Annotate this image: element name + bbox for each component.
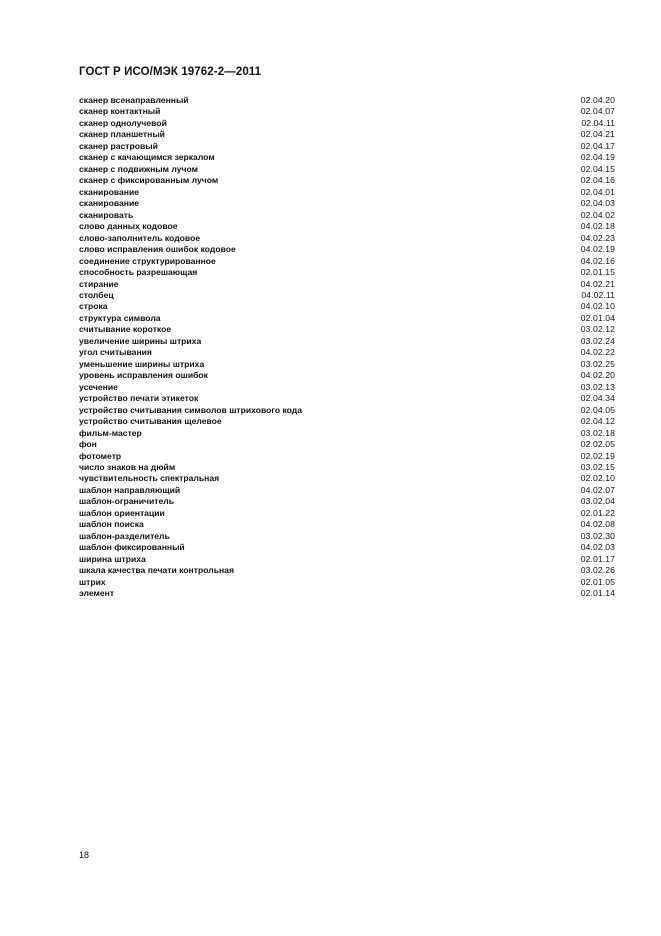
index-code: 02.02.10 (580, 473, 615, 484)
index-code: 02.04.16 (580, 175, 615, 186)
index-code: 04.02.07 (580, 484, 615, 495)
index-term: шаблон фиксированный (79, 542, 185, 553)
index-term: столбец (79, 289, 114, 300)
index-entry (79, 473, 615, 484)
index-entry (79, 393, 615, 404)
index-entry (79, 233, 615, 244)
index-term: шаблон-ограничитель (79, 496, 175, 507)
index-term: ширина штриха (79, 553, 146, 564)
index-code: 03.02.26 (580, 565, 615, 576)
index-entry (79, 221, 615, 232)
index-entry (79, 164, 615, 175)
index-code: 02.01.04 (580, 312, 615, 323)
index-code: 04.02.20 (580, 370, 615, 381)
index-entry (79, 336, 615, 347)
index-entry (79, 290, 615, 301)
index-code: 02.01.15 (580, 267, 615, 278)
index-term: сканер однолучевой (79, 117, 167, 128)
index-term: стирание (79, 278, 119, 289)
index-term: соединение структурированное (79, 255, 216, 266)
index-code: 04.02.08 (580, 519, 615, 530)
index-entry (79, 359, 615, 370)
index-code: 02.04.11 (581, 117, 615, 128)
index-code: 02.01.05 (580, 576, 615, 587)
index-code: 02.02.19 (580, 450, 615, 461)
index-term: сканер с качающимся зеркалом (79, 152, 215, 163)
index-term: устройство считывания символов штрихового кода (79, 404, 303, 415)
index-term: увеличение ширины штриха (79, 335, 202, 346)
index-code: 02.04.15 (580, 163, 615, 174)
index-code: 04.02.23 (580, 232, 615, 243)
index-term: сканер контактный (79, 106, 161, 117)
index-code: 03.02.25 (580, 358, 615, 369)
index-code: 04.02.11 (581, 289, 615, 300)
index-entry (79, 462, 615, 473)
index-code: 02.01.14 (580, 588, 615, 599)
index-entry (79, 129, 615, 140)
index-code: 02.04.05 (580, 404, 615, 415)
index-entry (79, 565, 615, 576)
index-term: слово исправления ошибок кодовое (79, 244, 236, 255)
index-code: 04.02.21 (580, 278, 615, 289)
index-term: способность разрешающая (79, 267, 198, 278)
index-term: фон (79, 439, 97, 450)
index-entry (79, 347, 615, 358)
index-code: 02.04.07 (580, 106, 615, 117)
index-code: 02.04.20 (580, 95, 615, 105)
index-entry (79, 439, 615, 450)
index-term: сканер планшетный (79, 129, 165, 140)
index-term: шкала качества печати контрольная (79, 565, 234, 576)
index-code: 02.04.19 (580, 152, 615, 163)
index-term: строка (79, 301, 108, 312)
index-code: 02.04.12 (580, 416, 615, 427)
index-entry (79, 279, 615, 290)
index-term: сканер с фиксированным лучом (79, 175, 219, 186)
index-term: число знаков на дюйм (79, 462, 176, 472)
index-entry (79, 405, 615, 416)
index-code: 03.02.18 (580, 427, 615, 438)
index-entry (79, 554, 615, 565)
index-code: 04.02.03 (580, 542, 615, 553)
index-entry (79, 542, 615, 553)
index-term: уменьшение ширины штриха (79, 358, 205, 369)
page-number: 18 (79, 850, 90, 860)
index-term: сканирование (79, 198, 140, 209)
index-entry (79, 382, 615, 393)
index-code: 03.02.15 (580, 462, 615, 472)
index-code: 04.02.19 (580, 244, 615, 255)
index-term: угол считывания (79, 347, 152, 358)
index-term: сканировать (79, 209, 134, 220)
index-term: сканер растровый (79, 140, 158, 151)
index-term: фотометр (79, 450, 122, 461)
index-entry (79, 485, 615, 496)
index-code: 03.02.24 (580, 335, 615, 346)
index-entry (79, 531, 615, 542)
index-code: 02.01.17 (580, 553, 615, 564)
index-entry (79, 588, 615, 599)
index-code: 04.02.18 (580, 221, 615, 232)
index-term: шаблон-разделитель (79, 530, 170, 541)
index-entry (79, 187, 615, 198)
index-term: шаблон ориентации (79, 507, 165, 518)
index-entry (79, 324, 615, 335)
index-term: сканер с подвижным лучом (79, 163, 198, 174)
term-index-list (79, 95, 615, 600)
index-code: 02.02.05 (580, 439, 615, 450)
index-term: фильм-мастер (79, 427, 142, 438)
index-entry (79, 508, 615, 519)
index-code: 04.02.22 (580, 347, 615, 358)
index-term: считывание короткое (79, 324, 172, 335)
index-entry (79, 244, 615, 255)
index-term: элемент (79, 588, 115, 599)
index-entry (79, 118, 615, 129)
index-term: усечение (79, 381, 118, 392)
index-term: шаблон поиска (79, 519, 144, 530)
index-entry (79, 141, 615, 152)
index-term: уровень исправления ошибок (79, 370, 208, 381)
index-code: 04.02.10 (580, 301, 615, 312)
index-term: сканирование (79, 186, 140, 197)
index-code: 03.02.04 (580, 496, 615, 507)
index-code: 04.02.16 (580, 255, 615, 266)
index-code: 02.04.01 (580, 186, 615, 197)
index-entry (79, 95, 615, 106)
index-code: 02.01.22 (580, 507, 615, 518)
document-header: ГОСТ Р ИСО/МЭК 19762-2—2011 (79, 66, 262, 78)
index-entry (79, 451, 615, 462)
index-entry (79, 198, 615, 209)
index-code: 03.02.30 (580, 530, 615, 541)
index-code: 03.02.12 (580, 324, 615, 335)
index-entry (79, 106, 615, 117)
index-term: слово данных кодовое (79, 221, 178, 232)
index-term: чувствительность спектральная (79, 473, 220, 484)
index-entry (79, 267, 615, 278)
index-entry (79, 519, 615, 530)
index-code: 03.02.13 (580, 381, 615, 392)
index-entry (79, 428, 615, 439)
index-code: 02.04.03 (580, 198, 615, 209)
index-entry (79, 496, 615, 507)
index-term: структура символа (79, 312, 161, 323)
index-entry (79, 370, 615, 381)
index-term: шаблон направляющий (79, 484, 181, 495)
index-entry (79, 152, 615, 163)
index-term: слово-заполнитель кодовое (79, 232, 201, 243)
index-entry (79, 313, 615, 324)
index-entry (79, 175, 615, 186)
index-code: 02.04.02 (580, 209, 615, 220)
index-entry (79, 577, 615, 588)
index-code: 02.04.17 (580, 140, 615, 151)
index-entry (79, 256, 615, 267)
index-term: штрих (79, 576, 106, 587)
index-entry (79, 301, 615, 312)
index-term: сканер всенаправленный (79, 95, 189, 105)
index-entry (79, 416, 615, 427)
index-code: 02.04.34 (580, 393, 615, 404)
index-term: устройство считывания щелевое (79, 416, 222, 427)
index-code: 02.04.21 (580, 129, 615, 140)
index-entry (79, 210, 615, 221)
index-term: устройство печати этикеток (79, 393, 199, 404)
